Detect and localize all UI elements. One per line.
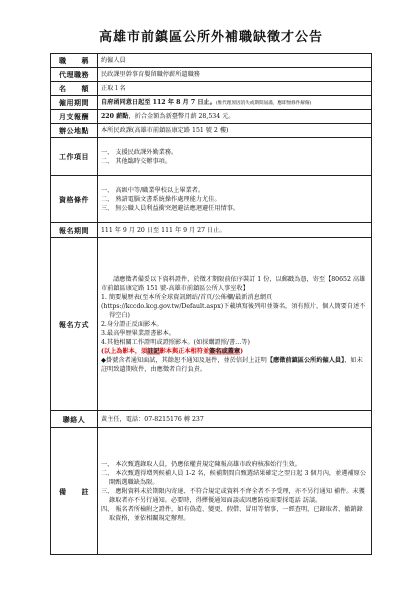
notice-table (50, 53, 372, 555)
work-item-2: 二、 其他臨時交辦事項。 (101, 157, 172, 165)
value-apply-date: 111 年 9 月 20 日至 111 年 9 月 27 日止。 (98, 223, 372, 238)
value-location: 本所民政課(高雄市前鎮區康定路 151 號 2 樓) (98, 124, 372, 138)
label-location: 辦公地點 (51, 124, 98, 138)
method-item-2: 2.身分證正反面影本。 (101, 320, 163, 328)
row-location (51, 124, 372, 138)
label-qualification: 資格條件 (51, 176, 98, 223)
note-item-4: 四、 報名者所檢附之證件，如有偽造、變更、假借、冒用等情事，一經查明，已錄取者，撤銷錄取資格，並依相關規定辦理。 (101, 505, 363, 522)
method-intro-1: 請應徵者備妥以下資料證件，於徵才期限前依序裝訂 1 份，以郵戳為憑，寄至 (113, 275, 326, 283)
row-contact (51, 411, 372, 428)
note-item-1: 一、 本次甄選錄取人員，仍應依權責規定陳報高雄市政府核准始行生效。 (101, 460, 301, 468)
row-job-title (51, 54, 372, 68)
label-method: 報名方式 (51, 238, 98, 411)
value-count: 正取１名 (98, 82, 372, 96)
label-job-title: 職 稱 (51, 54, 98, 68)
method-intro-2: 【80652 高雄市前鎮區康定路 151 號-高雄市前鎮區公所人事室收】 (101, 275, 366, 292)
method-item-4: 4.其他相關工作證明或證照影本。(如採購證照/書…等) (101, 338, 250, 346)
work-item-1: 一、 支援民政課外勤業務。 (101, 148, 178, 156)
diamond-bullet-icon: ◆ (101, 355, 106, 364)
value-agency: 民政課里幹事育嬰留職停薪所遺職務 (98, 68, 372, 82)
row-notes (51, 428, 372, 555)
note-item-2: 二、 本次甄選得增列候補人員 1-2 名，候補期間自甄選結果確定之翌日起 3 個月內，並遴補原公開甄選職缺為限。 (101, 469, 367, 486)
label-agency: 代理職務 (51, 68, 98, 82)
notice-page (50, 26, 372, 555)
method-intro (101, 275, 368, 293)
row-qualification (51, 176, 372, 223)
row-apply-date (51, 223, 372, 238)
period-text: 自府函同意日起至 112 年 8 月 7 日止。 (101, 98, 216, 106)
value-job-title: 約僱人員 (98, 54, 372, 68)
label-contact: 聯絡人 (51, 411, 98, 428)
note-item-3: 三、 應附資料未於期限內寄達、不符合規定或資料不齊全者不予受理，亦不另行通知 補件。未獲錄取者亦不另行通知。必要時，得擇優通知面談或因應防疫需要採電話 訪談。 (101, 487, 365, 504)
row-work (51, 138, 372, 176)
page-title: 高雄市前鎮區公所外補職缺徵才公告 (98, 30, 323, 45)
salary-points: 220 薪點 (101, 113, 129, 120)
value-notes (98, 428, 372, 555)
row-period (51, 96, 372, 110)
value-salary (98, 110, 372, 124)
value-work (98, 138, 372, 176)
row-salary (51, 110, 372, 124)
row-count (51, 82, 372, 96)
method-item-3: 3.最高學歷畢業證書影本。 (101, 329, 175, 337)
value-qualification (98, 176, 372, 223)
row-agency (51, 68, 372, 82)
label-salary: 月支報酬 (51, 110, 98, 124)
qualification-item-3: 三、 無公職人員利益衝突迴避法應迴避任用情事。 (101, 204, 240, 212)
method-item-1b: (https://kccdo.kcg.gov.tw/Default.aspx)下載填寫後列印並簽名，須有照片，個人簡要自述不得空白) (101, 302, 366, 319)
period-note: (惟代理原因消失或期間屆滿，應即無條件解僱) (215, 100, 312, 106)
salary-rest: ，折合金額為新臺幣月薪 28,534 元。 (128, 113, 235, 120)
label-period: 僱用期間 (51, 96, 98, 110)
label-work: 工作項目 (51, 138, 98, 176)
label-count: 名 額 (51, 82, 98, 96)
value-period (98, 96, 372, 110)
value-contact: 黃主任，電話：07-8215176 轉 237 (98, 411, 372, 428)
method-copy-note: (以上為影本，須註記影本與正本相符並簽名或蓋章) (101, 347, 243, 355)
label-apply-date: 報名期間 (51, 223, 98, 238)
method-item-1a: 1. 簡要履歷表(至本所全球資訊網站/首頁/公佈欄/最新消息網頁 (101, 293, 273, 301)
qualification-item-2: 二、 熟諳電腦文書系統操作處理能力尤佳。 (101, 195, 221, 203)
row-method (51, 238, 372, 411)
method-envelope-note: ◆掛號含者通知面試，其餘恕不通知及退件，並於信封上註明【應徵前鎮區公所約僱人員】，如未註明致遺期收件，由應徵者自行負責。 (101, 355, 363, 373)
qualification-item-1: 一、 高級中等/職業學校以上畢業者。 (101, 186, 205, 194)
value-method (98, 238, 372, 411)
label-notes: 備 註 (51, 428, 98, 555)
